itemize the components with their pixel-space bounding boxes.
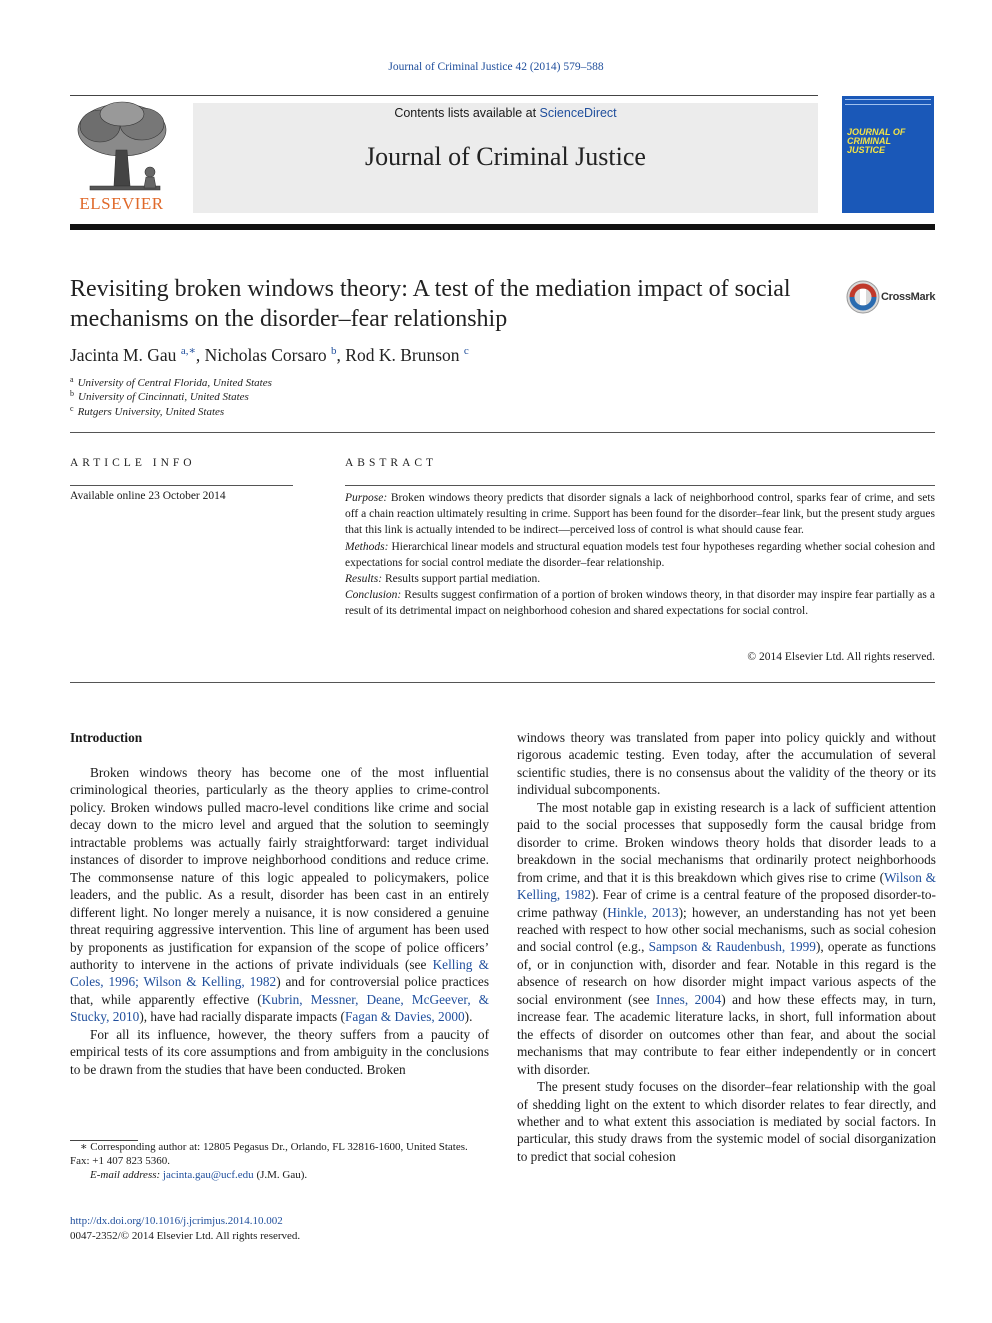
affiliation-b — [70, 391, 249, 403]
conclusion-text: Results suggest confirmation of a portion of broken windows theory, in that disorder may inspire fear partially as a result of its detrimental impact on neighborhood cohesion and shared expectations for social control. — [345, 589, 935, 618]
affiliation-text: University of Cincinnati, United States — [78, 391, 249, 403]
email-line — [70, 1168, 489, 1182]
article-title: Revisiting broken windows theory: A test of the mediation impact of social mechanisms on the disorder–fear relationship — [70, 276, 791, 332]
text-run: The most notable gap in existing research is a lack of sufficient attention paid to the social processes that supposedly form the causal bridge from disorder to crime. Broken windows theory holds that disorder leads to a breakdown in the social mechanisms that ordinarily protect neighborhoods from crime, and that it is this breakdown which gives rise to crime ( — [517, 799, 936, 885]
affiliation-a — [70, 377, 272, 389]
author-list — [70, 344, 469, 366]
author-name: Nicholas Corsaro — [204, 344, 327, 365]
available-online: Available online 23 October 2014 — [70, 490, 226, 502]
conclusion-label: Conclusion: — [345, 589, 402, 602]
text-run: The present study focuses on the disorder–fear relationship with the goal of shedding light on the extent to which disorder relates to fear directly, and whether and to what extent this association is mediated by social factors. In particular, this study draws from the systemic model of social disorganization to predict that social cohesion — [517, 1079, 936, 1164]
cover-stripe — [845, 99, 931, 105]
text-run: Broken windows theory has become one of the most influential criminological theories, particularly as the theory applies to crime-control policy. Broken windows pulled macro-level conditions like crime and social decay down to the micro level and argued that the solution to seemingly intractable problems was actually fairly straightforward: target individual instances of disorder to improve neighborhood conditions and reduce crime. The commonsense nature of this logic appealed to policymakers, police leaders, and the public. As a result, disorder has been cast in an entirely different light. No longer merely a nuisance, it is now considered a genuine threat requiring aggressive intervention. This line of argument has been used by proponents as justification for expansion of the scope of police officers’ authority to intervene in the actions of private individuals (see — [70, 765, 489, 972]
text-run: ). Fear of crime is a central feature of the proposed disorder-to-crime pathway ( — [517, 887, 936, 920]
author-affiliation-marker[interactable]: c — [463, 345, 469, 357]
citation-link[interactable]: Kelling & Coles, 1996; Wilson & Kelling, 1982 — [70, 956, 489, 990]
citation-link[interactable]: Fagan & Davies, 2000 — [344, 1009, 465, 1025]
affiliation-marker: c — [70, 404, 74, 413]
results-text: Results support partial mediation. — [382, 573, 541, 586]
author-name: Jacinta M. Gau — [70, 344, 177, 365]
text-run: For all its influence, however, the theory suffers from a paucity of empirical tests of its core assumptions and from ambiguity in the conclusions to be drawn from the studies that have been conducted. Broken — [70, 1026, 489, 1077]
doi-link[interactable]: http://dx.doi.org/10.1016/j.jcrimjus.2014.10.002 — [70, 1215, 283, 1227]
author-separator: , — [195, 344, 205, 365]
author-affiliation-marker[interactable]: a,∗ — [180, 345, 196, 357]
methods-label: Methods: — [345, 540, 389, 553]
citation-link[interactable]: Innes, 2004 — [656, 991, 722, 1007]
text-run: ), have had racially disparate impacts ( — [139, 1009, 345, 1025]
elsevier-wordmark: ELSEVIER — [79, 194, 164, 213]
citation-link[interactable]: Kubrin, Messner, Deane, McGeever, & Stucky, 2010 — [70, 991, 489, 1025]
affiliation-marker: a — [70, 375, 74, 384]
abstract-conclusion — [345, 587, 935, 619]
abstract-purpose — [345, 490, 935, 539]
citation-link[interactable]: Sampson & Raudenbush, 1999 — [648, 939, 816, 955]
body-paragraph — [517, 799, 936, 1078]
abstract-methods — [345, 539, 935, 571]
article-info-rule — [70, 485, 293, 486]
footnote — [70, 1140, 489, 1183]
purpose-text: Broken windows theory predicts that disorder signals a lack of neighborhood control, sparks fear of crime, and sets off a chain reaction ultimately resulting in crime. Support has been found for the disorder–fear link, but the present study argues that this link is actually intended to be indirect—perceived loss of control is what should cause fear. — [345, 492, 935, 537]
abstract-body — [345, 490, 935, 620]
methods-text: Hierarchical linear models and structural equation models test four hypotheses regarding whether social cohesion and expectations for social control mediate the disorder–fear relationship. — [345, 540, 935, 569]
journal-cover[interactable] — [842, 96, 934, 213]
abstract-bottom-divider — [70, 682, 935, 683]
body-left-column — [70, 764, 489, 1078]
section-divider — [70, 432, 935, 433]
body-right-column — [517, 729, 936, 1165]
abstract-copyright: © 2014 Elsevier Ltd. All rights reserved. — [747, 651, 935, 663]
author-name: Rod K. Brunson — [345, 344, 460, 365]
email-link[interactable]: jacinta.gau@ucf.edu — [162, 1169, 254, 1182]
contents-prefix: Contents lists available at — [394, 106, 540, 120]
body-paragraph — [517, 1078, 936, 1165]
text-run: ) and how these effects may, in turn, increase fear. The academic literature lacks, in short, full information about the effects of disorder on outcomes other than fear, and about the social mechanisms that may contribute to fear either independently or in concert with disorder. — [517, 991, 937, 1077]
author-separator: , — [336, 344, 346, 365]
purpose-label: Purpose: — [345, 492, 388, 504]
contents-line — [193, 106, 818, 120]
journal-name: Journal of Criminal Justice — [365, 142, 646, 171]
crossmark-icon — [846, 280, 880, 314]
citation-link[interactable]: Wilson & Kelling, 1982 — [517, 869, 937, 903]
body-paragraph — [517, 729, 936, 799]
sciencedirect-link[interactable]: ScienceDirect — [539, 106, 617, 120]
results-label: Results: — [345, 573, 383, 586]
text-run: windows theory was translated from paper into policy quickly and without rigorous academic testing. Even today, after the accumulation of several scientific studies, there is no consensus about the validity of the theory or its individual subcomponents. — [517, 730, 936, 798]
journal-citation[interactable]: Journal of Criminal Justice 42 (2014) 579–588 — [388, 61, 604, 73]
citation-link[interactable]: Hinkle, 2013 — [607, 904, 679, 920]
email-label: E-mail address: — [90, 1169, 163, 1182]
doi-block — [70, 1214, 300, 1243]
text-run: ); however, an understanding has not yet been reached with respect to how other social mechanisms, such as social cohesion and social control (e.g., — [517, 904, 936, 955]
crossmark-label[interactable]: CrossMark — [881, 291, 936, 303]
body-paragraph — [70, 1026, 489, 1078]
header-divider — [70, 95, 818, 96]
text-run: ). — [464, 1009, 473, 1025]
email-suffix: (J.M. Gau). — [253, 1169, 308, 1182]
issn-line: 0047-2352/© 2014 Elsevier Ltd. All rights reserved. — [70, 1229, 301, 1242]
abstract-rule — [345, 485, 935, 486]
text-run: ) and for controversial police practices that, while apparently effective ( — [70, 974, 489, 1007]
abstract-heading: ABSTRACT — [345, 457, 438, 469]
article-info-heading: ARTICLE INFO — [70, 457, 196, 469]
affiliation-text: University of Central Florida, United States — [77, 377, 272, 389]
text-run: ), operate as functions of, or in conjunction with, disorder and fear. Notable in this regard is the absence of research on how disorder might impact various aspects of the social environment (see — [517, 939, 936, 1007]
affiliation-c — [70, 406, 224, 418]
affiliation-marker: b — [70, 389, 74, 398]
affiliation-text: Rutgers University, United States — [77, 406, 225, 418]
cover-title: JOURNAL OF CRIMINAL JUSTICE — [847, 127, 906, 155]
abstract-results — [345, 571, 935, 587]
corresponding-author: ∗ Corresponding author at: 12805 Pegasus Dr., Orlando, FL 32816-1600, United States. Fax: +1 407 823 5360. — [70, 1141, 468, 1168]
introduction-heading: Introduction — [70, 730, 143, 745]
author-affiliation-marker[interactable]: b — [331, 345, 337, 357]
header-thick-rule — [70, 224, 935, 230]
body-paragraph — [70, 764, 489, 1026]
